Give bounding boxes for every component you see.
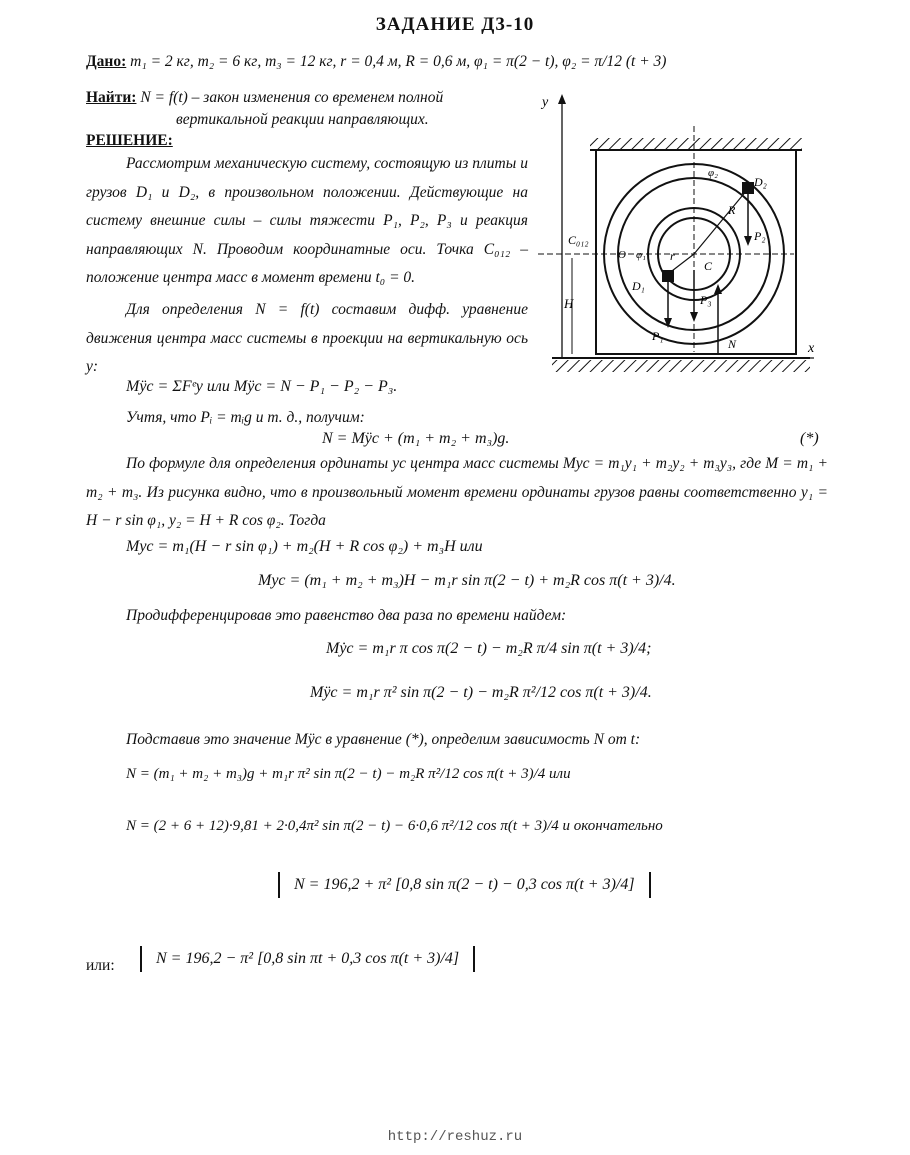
c-label: C bbox=[704, 259, 713, 273]
paragraph-3: По формуле для определения ординаты yc центра масс системы Myc = m₁y₁ + m₂y₂ + m₃y₃, где M = m₁ + m₂ + m₃. Из рисунка видно, что в произвольный момент времени ординаты грузов равны соответственно y₁ = H − r sin φ₁, y₂ = H + R cos φ₂. Тогда bbox=[86, 455, 828, 529]
bottom-rail bbox=[552, 360, 810, 372]
d1-label: D₁ bbox=[632, 279, 645, 293]
equation-4: Myc = (m₁ + m₂ + m₃)H − m₁r sin π(2 − t) + m₂R cos π(t + 3)/4. bbox=[258, 572, 676, 589]
given-label: Дано: bbox=[86, 53, 127, 70]
n-label: N bbox=[728, 337, 737, 351]
boxed-result-1: N = 196,2 + π² [0,8 sin π(2 − t) − 0,3 cos π(t + 3)/4] bbox=[278, 872, 651, 898]
load-D1 bbox=[662, 270, 674, 282]
r-small-label: r bbox=[670, 249, 675, 263]
c012-label: C₀₁₂ bbox=[568, 233, 589, 247]
given-line bbox=[86, 52, 666, 72]
find-line bbox=[86, 88, 443, 108]
load-D2 bbox=[742, 182, 754, 194]
force-N-head bbox=[714, 284, 722, 294]
footer-url: http://reshuz.ru bbox=[387, 1129, 523, 1145]
equation-2-tag: (*) bbox=[800, 430, 819, 447]
p3-label: P₃ bbox=[700, 293, 712, 307]
given-text: m₁ = 2 кг, m₂ = 6 кг, m₃ = 12 кг, r = 0,4 м, R = 0,6 м, φ₁ = π(2 − t), φ₂ = π/12 (t + 3) bbox=[130, 53, 667, 70]
o-label: O bbox=[618, 249, 626, 261]
equation-8: N = (2 + 6 + 12)·9,81 + 2·0,4π² sin π(2 − t) − 6·0,6 π²/12 cos π(t + 3)/4 и окончательно bbox=[126, 818, 663, 834]
equation-3: Myc = m₁(H − r sin φ₁) + m₂(H + R cos φ₂) + m₃H или bbox=[126, 538, 483, 555]
paragraph-5: Подставив это значение Mÿc в уравнение (*), определим зависимость N от t: bbox=[126, 731, 641, 748]
boxed-result-2: N = 196,2 − π² [0,8 sin πt + 0,3 cos π(t + 3)/4] bbox=[140, 946, 475, 972]
phi1-label: φ₁ bbox=[636, 249, 646, 261]
paragraph-4: Продифференцировав это равенство два раза по времени найдем: bbox=[126, 607, 567, 624]
force-P2-head bbox=[744, 236, 752, 246]
top-rail bbox=[590, 138, 802, 150]
find-text: N = f(t) – закон изменения со временем полной bbox=[140, 89, 444, 106]
r-big-label: R bbox=[728, 203, 736, 217]
or-label: или: bbox=[86, 957, 115, 974]
page-title: ЗАДАНИЕ Д3-10 bbox=[375, 14, 535, 35]
p2-label: P₂ bbox=[754, 229, 766, 243]
equation-1: Mÿc = ΣFᵉy или Mÿc = N − P₁ − P₂ − P₃. bbox=[126, 378, 398, 395]
x-axis-label: x bbox=[808, 341, 815, 356]
solution-label: РЕШЕНИЕ: bbox=[86, 132, 173, 149]
p1-label: P₁ bbox=[652, 329, 664, 343]
equation-6: Mÿc = m₁r π² sin π(2 − t) − m₂R π²/12 cos π(t + 3)/4. bbox=[310, 684, 652, 701]
y-axis-label: y bbox=[542, 95, 549, 110]
equation-2: N = Mÿc + (m₁ + m₂ + m₃)g. bbox=[322, 430, 510, 447]
paragraph-2: Для определения N = f(t) составим дифф. уравнение движения центра масс системы в проекции на вертикальную ось y: bbox=[86, 301, 528, 375]
phi2-label: φ₂ bbox=[708, 167, 718, 179]
find-label: Найти: bbox=[86, 89, 137, 106]
mechanism-diagram bbox=[532, 90, 824, 380]
h-label: H bbox=[564, 296, 574, 311]
find-text-continued: вертикальной реакции направляющих. bbox=[176, 111, 429, 128]
y-axis-arrow bbox=[558, 94, 566, 104]
paragraph-1: Рассмотрим механическую систему, состоящую из плиты и грузов D₁ и D₂, в произвольном положении. Действующие на систему внешние силы – силы тяжести P₁, P₂, P₃ и реакция направляющих N. Проводим координатные оси. Точка C₀₁₂ – положение центра масс в момент времени t₀ = 0. bbox=[86, 155, 528, 286]
d2-label: D₂ bbox=[754, 175, 767, 189]
equation-5: Mẏc = m₁r π cos π(2 − t) − m₂R π/4 sin π(t + 3)/4; bbox=[326, 640, 652, 657]
force-P3-head bbox=[690, 312, 698, 322]
equation-7: N = (m₁ + m₂ + m₃)g + m₁r π² sin π(2 − t) − m₂R π²/12 cos π(t + 3)/4 или bbox=[126, 766, 571, 782]
equation-2-text: Учтя, что Pᵢ = mᵢg и т. д., получим: bbox=[126, 409, 365, 426]
